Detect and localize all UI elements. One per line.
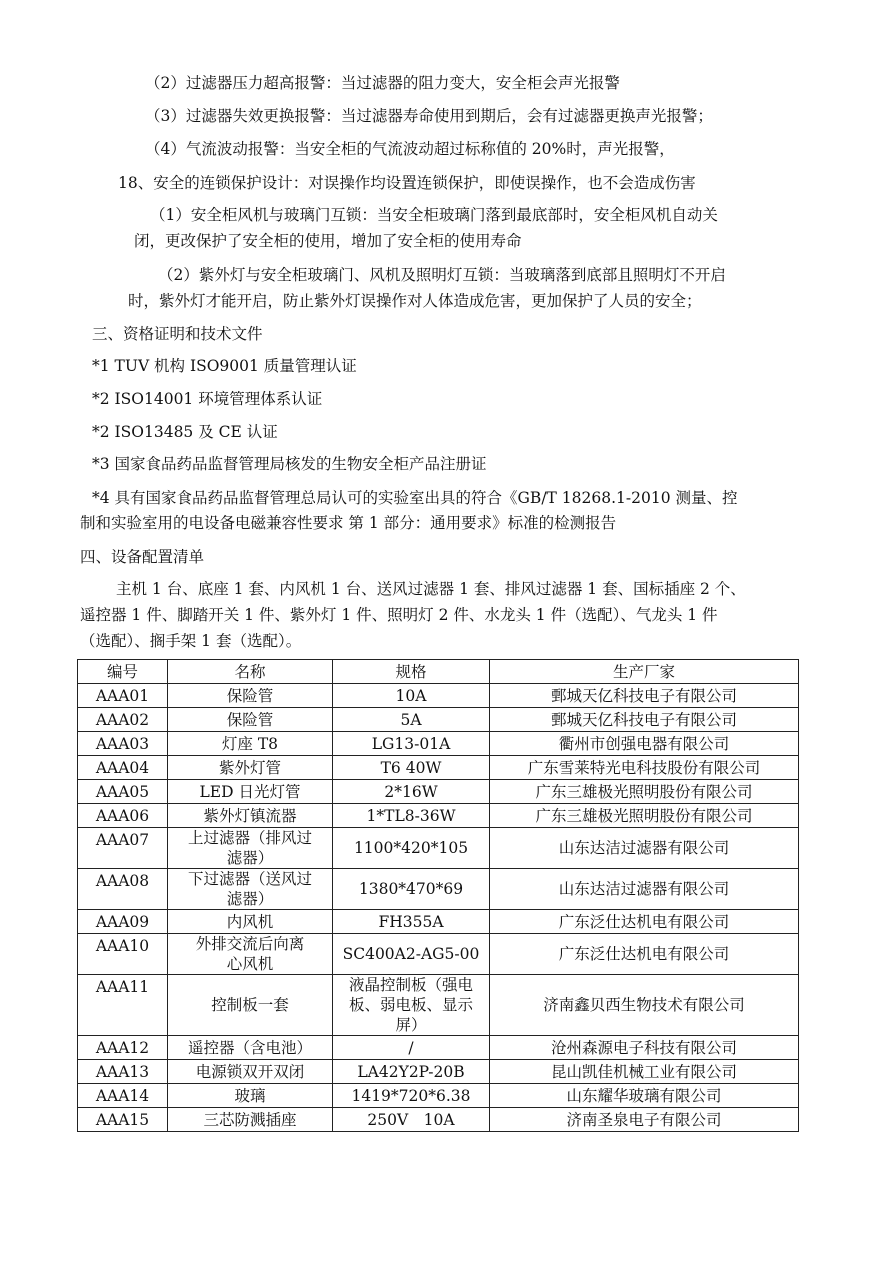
table-row <box>78 708 799 732</box>
cert-item-1: *1 TUV 机构 ISO9001 质量管理认证 <box>92 357 357 375</box>
cell-spec: 1100*420*105 <box>333 828 490 869</box>
table-row <box>78 780 799 804</box>
cell-spec: / <box>333 1036 490 1060</box>
cell-manufacturer: 衢州市创强电器有限公司 <box>490 732 799 756</box>
cell-manufacturer: 山东耀华玻璃有限公司 <box>490 1084 799 1108</box>
cell-manufacturer: 昆山凯佳机械工业有限公司 <box>490 1060 799 1084</box>
cell-spec: 1380*470*69 <box>333 869 490 910</box>
cert-item-5-line-1: *4 具有国家食品药品监督管理总局认可的实验室出具的符合《GB/T 18268.1-2010 测量、控 <box>92 489 738 507</box>
interlock-item-2-line-1: （2）紫外灯与安全柜玻璃门、风机及照明灯互锁：当玻璃落到底部且照明灯不开启 <box>158 266 726 284</box>
cell-name: 紫外灯管 <box>168 756 333 780</box>
table-row <box>78 975 799 1036</box>
cell-name: 灯座 T8 <box>168 732 333 756</box>
cell-name: 遥控器（含电池） <box>168 1036 333 1060</box>
alarm-item-4: （4）气流波动报警：当安全柜的气流波动超过标称值的 20%时，声光报警， <box>145 140 675 158</box>
table-row <box>78 1060 799 1084</box>
cell-manufacturer: 鄄城天亿科技电子有限公司 <box>490 684 799 708</box>
section-4-heading: 四、设备配置清单 <box>80 548 205 566</box>
table-row <box>78 1108 799 1132</box>
cell-number: AAA14 <box>78 1084 168 1108</box>
cell-number: AAA09 <box>78 910 168 934</box>
cell-spec: SC400A2-AG5-00 <box>333 934 490 975</box>
cell-manufacturer: 济南圣泉电子有限公司 <box>490 1108 799 1132</box>
cell-manufacturer: 广东雪莱特光电科技股份有限公司 <box>490 756 799 780</box>
config-paragraph-line-2: 遥控器 1 件、脚踏开关 1 件、紫外灯 1 件、照明灯 2 件、水龙头 1 件（选配）、气龙头 1 件 <box>80 606 718 624</box>
cert-item-3: *2 ISO13485 及 CE 认证 <box>92 423 278 441</box>
cell-name: 保险管 <box>168 708 333 732</box>
cell-manufacturer: 广东泛仕达机电有限公司 <box>490 910 799 934</box>
header-number: 编号 <box>78 660 168 684</box>
cell-spec: 250V 10A <box>333 1108 490 1132</box>
alarm-item-3: （3）过滤器失效更换报警：当过滤器寿命使用到期后，会有过滤器更换声光报警； <box>145 107 713 125</box>
cell-number: AAA06 <box>78 804 168 828</box>
table-row <box>78 804 799 828</box>
table-row <box>78 910 799 934</box>
cell-manufacturer: 沧州森源电子科技有限公司 <box>490 1036 799 1060</box>
cell-manufacturer: 广东三雄极光照明股份有限公司 <box>490 804 799 828</box>
cell-manufacturer: 山东达洁过滤器有限公司 <box>490 869 799 910</box>
table-row <box>78 869 799 910</box>
table-row <box>78 1036 799 1060</box>
cell-spec: 液晶控制板（强电 板、弱电板、显示 屏） <box>333 975 490 1036</box>
interlock-item-2-line-2: 时，紫外灯才能开启，防止紫外灯误操作对人体造成危害，更加保护了人员的安全； <box>128 292 702 310</box>
cell-number: AAA02 <box>78 708 168 732</box>
cell-manufacturer: 广东三雄极光照明股份有限公司 <box>490 780 799 804</box>
cert-item-5-line-2: 制和实验室用的电设备电磁兼容性要求 第 1 部分：通用要求》标准的检测报告 <box>80 514 617 532</box>
table-row <box>78 684 799 708</box>
table-body <box>78 684 799 1132</box>
cell-manufacturer: 广东泛仕达机电有限公司 <box>490 934 799 975</box>
cell-number: AAA05 <box>78 780 168 804</box>
section-18-heading: 18、安全的连锁保护设计：对误操作均设置连锁保护，即使误操作，也不会造成伤害 <box>118 174 696 192</box>
cell-name: 保险管 <box>168 684 333 708</box>
cell-name: 紫外灯镇流器 <box>168 804 333 828</box>
cell-name: 上过滤器（排风过 滤器） <box>168 828 333 869</box>
header-spec: 规格 <box>333 660 490 684</box>
cell-number: AAA04 <box>78 756 168 780</box>
cell-spec: 10A <box>333 684 490 708</box>
cell-number: AAA08 <box>78 869 168 910</box>
cell-manufacturer: 山东达洁过滤器有限公司 <box>490 828 799 869</box>
config-paragraph-line-3: （选配）、搁手架 1 套（选配）。 <box>80 632 302 650</box>
cell-name: 三芯防溅插座 <box>168 1108 333 1132</box>
cell-number: AAA11 <box>78 975 168 1036</box>
cell-number: AAA10 <box>78 934 168 975</box>
cell-spec: T6 40W <box>333 756 490 780</box>
cell-number: AAA07 <box>78 828 168 869</box>
interlock-item-1-line-2: 闭，更改保护了安全柜的使用，增加了安全柜的使用寿命 <box>134 232 522 250</box>
cell-spec: 2*16W <box>333 780 490 804</box>
cell-spec: 1419*720*6.38 <box>333 1084 490 1108</box>
cell-number: AAA03 <box>78 732 168 756</box>
cert-item-4: *3 国家食品药品监督管理局核发的生物安全柜产品注册证 <box>92 455 487 473</box>
config-paragraph-line-1: 主机 1 台、底座 1 套、内风机 1 台、送风过滤器 1 套、排风过滤器 1 套、国标插座 2 个、 <box>116 580 746 598</box>
cell-number: AAA12 <box>78 1036 168 1060</box>
header-manufacturer: 生产厂家 <box>490 660 799 684</box>
table-row <box>78 732 799 756</box>
cell-name: 控制板一套 <box>168 975 333 1036</box>
header-name: 名称 <box>168 660 333 684</box>
cell-name: 电源锁双开双闭 <box>168 1060 333 1084</box>
table-row <box>78 756 799 780</box>
cell-spec: FH355A <box>333 910 490 934</box>
cell-number: AAA01 <box>78 684 168 708</box>
table-row <box>78 828 799 869</box>
cell-number: AAA13 <box>78 1060 168 1084</box>
cell-name: 下过滤器（送风过 滤器） <box>168 869 333 910</box>
cell-spec: LA42Y2P-20B <box>333 1060 490 1084</box>
table-row <box>78 934 799 975</box>
cell-manufacturer: 鄄城天亿科技电子有限公司 <box>490 708 799 732</box>
cell-name: 玻璃 <box>168 1084 333 1108</box>
section-3-heading: 三、资格证明和技术文件 <box>92 325 263 343</box>
table-header-row <box>78 660 799 684</box>
table-row <box>78 1084 799 1108</box>
interlock-item-1-line-1: （1）安全柜风机与玻璃门互锁：当安全柜玻璃门落到最底部时，安全柜风机自动关 <box>150 206 718 224</box>
cell-name: 外排交流后向离 心风机 <box>168 934 333 975</box>
cell-number: AAA15 <box>78 1108 168 1132</box>
parts-table <box>77 659 799 1132</box>
cell-spec: 5A <box>333 708 490 732</box>
cell-name: 内风机 <box>168 910 333 934</box>
cell-spec: 1*TL8-36W <box>333 804 490 828</box>
cell-spec: LG13-01A <box>333 732 490 756</box>
alarm-item-2: （2）过滤器压力超高报警：当过滤器的阻力变大，安全柜会声光报警 <box>145 74 620 92</box>
cell-manufacturer: 济南鑫贝西生物技术有限公司 <box>490 975 799 1036</box>
cell-name: LED 日光灯管 <box>168 780 333 804</box>
cert-item-2: *2 ISO14001 环境管理体系认证 <box>92 390 323 408</box>
